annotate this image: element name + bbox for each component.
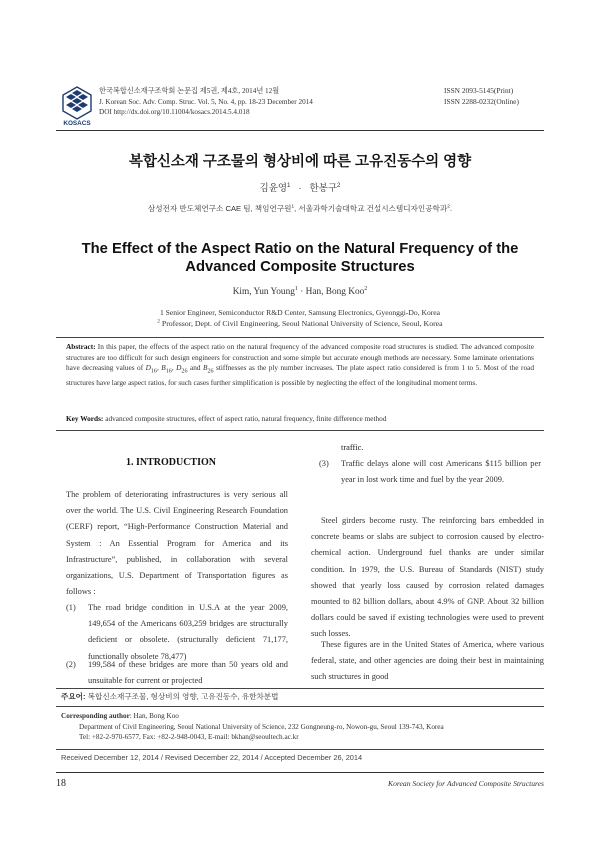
d16-symbol: D — [145, 363, 151, 373]
abstract-label: Abstract: — [66, 342, 96, 351]
affiliation-2-text: Professor, Dept. of Civil Engineering, Seoul National University of Science, Seoul, Korea — [159, 319, 443, 328]
figures-paragraph: These figures are in the United States of America, where various federal, state, and other agencies are doing their best in maintaining such structures in good — [311, 640, 544, 682]
page-number: 18 — [56, 778, 66, 789]
list-item-2-continued: traffic. — [341, 443, 364, 452]
footer-rule — [56, 772, 544, 773]
english-author-2-sup: 2 — [364, 285, 368, 292]
korean-affil-1: 삼성전자 반도체연구소 CAE 팀, 책임연구원 — [147, 204, 292, 213]
journal-english-citation: J. Korean Soc. Adv. Comp. Struc. Vol. 5, No. 4, pp. 18-23 December 2014 — [99, 97, 313, 106]
issn-block — [444, 86, 519, 107]
steel-paragraph: Steel girders become rusty. The reinforcing bars embedded in concrete beams or slabs are subject to corrosion caused by electro-chemical action. Underground fuel thanks are under similar condition. In 1979, the U.S. Bureau of Standards (NIST) study showed that yearly loss caused by corrosion related damages mounted to 82 billion dollars, about 4.9% of GNP. About 32 billion dollars could be saved if existing technologies were used to prevent such losses. — [311, 516, 544, 639]
korean-author-1: 김윤영 — [259, 183, 288, 194]
abstract-and: and — [187, 363, 203, 373]
journal-korean-citation: 한국복합신소재구조학회 논문집 제5권, 제4호, 2014년 12월 — [99, 87, 280, 95]
b26-symbol: B — [203, 363, 208, 373]
english-author-1: Kim, Yun Young — [232, 287, 295, 297]
korean-affil-2: , 서울과학기술대학교 건설시스템디자인공학과 — [294, 204, 448, 213]
english-authors — [56, 287, 544, 297]
issn-print: ISSN 2093-5145(Print) — [444, 86, 514, 95]
list-item-3-number: (3) — [319, 459, 329, 468]
d26-symbol: D — [176, 363, 182, 373]
d26-subscript: 26 — [181, 368, 188, 375]
english-author-1-sup: 1 — [294, 285, 298, 292]
korean-affil-end: . — [449, 204, 453, 213]
english-title-line-2: Advanced Composite Structures — [185, 259, 415, 275]
keywords — [66, 414, 534, 425]
abstract-comma-2: , — [171, 363, 177, 373]
abstract-bottom-rule — [56, 430, 544, 431]
english-title — [56, 240, 544, 276]
b16-symbol: B — [161, 363, 166, 373]
corresponding-contact: Tel: +82-2-970-6577, Fax: +82-2-948-0043, E-mail: bkhan@seoultech.ac.kr — [79, 733, 299, 742]
korean-authors — [56, 180, 544, 194]
kosacs-logo — [60, 86, 94, 126]
b16-subscript: 16 — [165, 368, 172, 375]
journal-header-info — [99, 86, 313, 118]
list-item-2 — [66, 657, 288, 691]
korean-author-2-sup: 2 — [337, 181, 341, 189]
keywords-text: advanced composite structures, effect of aspect ratio, natural frequency, finite difference method — [103, 414, 387, 423]
affiliation-1-text: Senior Engineer, Semiconductor R&D Center, Samsung Electronics, Gyeonggi-Do, Korea — [163, 308, 441, 317]
issn-online: ISSN 2288-0232(Online) — [444, 96, 519, 106]
list-item-3 — [319, 456, 541, 506]
corresponding-name: : Han, Bong Koo — [129, 712, 179, 720]
abstract-text-b: stiffnesses as the ply number increases. The plate aspect ratio considered is from 1 to 5. Most of the road structures have large aspect ratios, for such cases further simplification is possible by neglecting the effect of the longitudinal moment terms. — [66, 363, 534, 387]
list-item-2-text: 199,584 of these bridges are more than 50 years old and unsuitable for current or projected — [88, 660, 288, 686]
korean-keywords-label: 주요어: — [61, 692, 86, 701]
abstract-top-rule — [56, 337, 544, 338]
section-heading-introduction: 1. INTRODUCTION — [125, 457, 216, 468]
logo-text: KOSACS — [63, 120, 91, 126]
korean-author-1-sup: 1 — [287, 181, 291, 189]
d16-subscript: 16 — [150, 368, 157, 375]
korean-affiliation — [56, 203, 544, 214]
submission-dates: Received December 12, 2014 / Revised December 22, 2014 / Accepted December 26, 2014 — [61, 753, 363, 762]
keywords-label: Key Words: — [66, 414, 104, 423]
list-item-2-number: (2) — [66, 660, 76, 669]
list-item-1-number: (1) — [66, 603, 76, 612]
affiliation-2-sup: 2 — [157, 318, 160, 325]
affiliation-1 — [56, 308, 544, 317]
abstract-comma-1: , — [156, 363, 162, 373]
corresponding-rule — [56, 706, 544, 707]
corresponding-author-block — [61, 711, 444, 743]
korean-affil-1-sup: 1 — [291, 204, 295, 210]
corresponding-address: Department of Civil Engineering, Seoul National University of Science, 232 Gongneung-ro, Nowon-gu, Seoul 139-743, Korea — [79, 722, 444, 731]
korean-keywords — [61, 691, 278, 702]
english-title-line-1: The Effect of the Aspect Ratio on the Natural Frequency of the — [81, 241, 519, 257]
english-author-separator: · — [297, 287, 306, 297]
abstract — [66, 342, 534, 388]
korean-affil-2-sup: 2 — [447, 204, 450, 210]
b26-subscript: 26 — [207, 368, 214, 375]
keywords-rule — [56, 688, 544, 689]
korean-title: 복합신소재 구조물의 형상비에 따른 고유진동수의 영향 — [128, 154, 472, 170]
author-separator: · — [298, 183, 302, 194]
dates-rule — [56, 749, 544, 750]
journal-footer: Korean Society for Advanced Composite Structures — [388, 779, 544, 788]
intro-paragraph: The problem of deteriorating infrastructures is very serious all over the world. The U.S. Civil Engineering Research Foundation (CERF) report, “High-Performance Construction Material and System : An Essential Program for America and its Infrastructure”, published, in collaboration with several organizations, U.S. Department of Transportation figures as follows : — [66, 490, 288, 597]
korean-keywords-text: 복합신소재구조물, 형상비의 영향, 고유진동수, 유한차분법 — [85, 692, 279, 701]
header-rule — [56, 130, 544, 131]
doi-link[interactable]: DOI http://dx.doi.org/10.11004/kosacs.2014.5.4.018 — [99, 108, 250, 116]
list-item-1-text: The road bridge condition in U.S.A at the year 2009, 149,654 of the Americans 603,259 bridges are structurally deficient or obsolete. (structurally deficient 71,177, functionally obsolete 78,477) — [88, 603, 288, 661]
english-author-2: Han, Bong Koo — [305, 287, 365, 297]
korean-author-2: 한봉구 — [309, 183, 338, 194]
corresponding-label: Corresponding author — [61, 712, 130, 720]
affiliation-2 — [56, 319, 544, 328]
list-item-3-text: Traffic delays alone will cost Americans $115 billion per year in lost work time and fuel by the year 2009. — [341, 459, 541, 485]
abstract-text-a: In this paper, the effects of the aspect ratio on the natural frequency of the advanced composite road structures is studied. The advanced composite structures are too difficult for such design engineers for construction and some simple but accurate enough methods are necessary. Some laminate orientations have decreasing values of — [66, 342, 534, 373]
affiliation-1-sup: 1 — [159, 308, 164, 317]
